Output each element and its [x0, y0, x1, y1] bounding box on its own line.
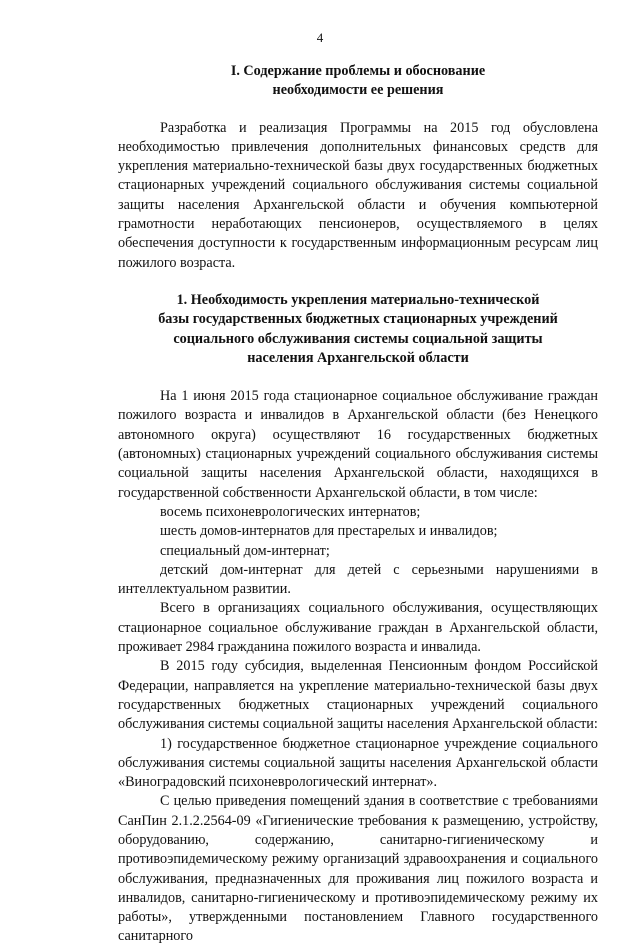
document-body: [118, 62, 598, 947]
page-number: 4: [316, 30, 324, 45]
paragraph-total: Всего в организациях социального обслуживания, осуществляющих стационарное социальное обслуживание граждан в Архангельской области, проживает 2984 гражданина пожилого возраста и инвалида.: [118, 600, 598, 656]
subsection-heading-line: населения Архангельской области: [247, 349, 469, 366]
intro-paragraph: Разработка и реализация Программы на 2015 год обусловлена необходимостью привлечения дополнительных финансовых средств для укрепления материально-технической базы двух государственных бюджетных стационарных учреждений социального обслуживания системы социальной защиты населения Архангельской области и обучения компьютерной грамотности неработающих пенсионеров, осуществляемого в целях обеспечения доступности к государственным информационным ресурсам лиц пожилого возраста.: [118, 119, 598, 271]
paragraph-sanpin: С целью приведения помещений здания в соответствие с требованиями СанПин 2.1.2.2564-09 «Гигиенические требования к размещению, устройству, оборудованию, содержанию, санитарно-гигиеническому и противоэпидемическому режиму организаций здравоохранения и социального обслуживания, предназначенных для проживания лиц пожилого возраста и инвалидов, санитарно-гигиеническому и противоэпидемическому режиму их работы», утвержденными постановлением Главного государственного санитарного: [118, 793, 598, 945]
paragraph-june: На 1 июня 2015 года стационарное социальное обслуживание граждан пожилого возраста и инвалидов в Архангельской области (без Ненецкого автономного округа) осуществляют 16 государственных бюджетных (автономных) стационарных учреждений социального обслуживания системы социальной защиты населения Архангельской области, находящихся в государственной собственности Архангельской области, в том числе:: [118, 388, 598, 501]
list-item: детский дом-интернат для детей с серьезными нарушениями в интеллектуальном развитии.: [118, 561, 598, 598]
subsection-heading-line: социального обслуживания системы социальной защиты: [173, 330, 543, 347]
institution-list: [118, 503, 598, 599]
list-item: специальный дом-интернат;: [160, 542, 330, 559]
subsection-heading-line: базы государственных бюджетных стационарных учреждений: [158, 311, 558, 328]
section-heading: [118, 62, 598, 101]
section-heading-line: необходимости ее решения: [272, 82, 444, 99]
section-heading-line: I. Содержание проблемы и обоснование: [230, 63, 486, 79]
list-item: шесть домов-интернатов для престарелых и инвалидов;: [160, 523, 498, 540]
subsection-heading: [118, 291, 598, 368]
subsection-heading-line: 1. Необходимость укрепления материально-технической: [176, 291, 540, 308]
paragraph-subsidy: В 2015 году субсидия, выделенная Пенсионным фондом Российской Федерации, направляется на укрепление материально-технической базы двух государственных бюджетных стационарных учреждений социального обслуживания системы социальной защиты населения Архангельской области:: [118, 658, 598, 733]
paragraph-item-1: 1) государственное бюджетное стационарное учреждение социального обслуживания системы социальной защиты населения Архангельской области «Виноградовский психоневрологический интернат».: [118, 735, 598, 791]
list-item: восемь психоневрологических интернатов;: [160, 503, 421, 520]
